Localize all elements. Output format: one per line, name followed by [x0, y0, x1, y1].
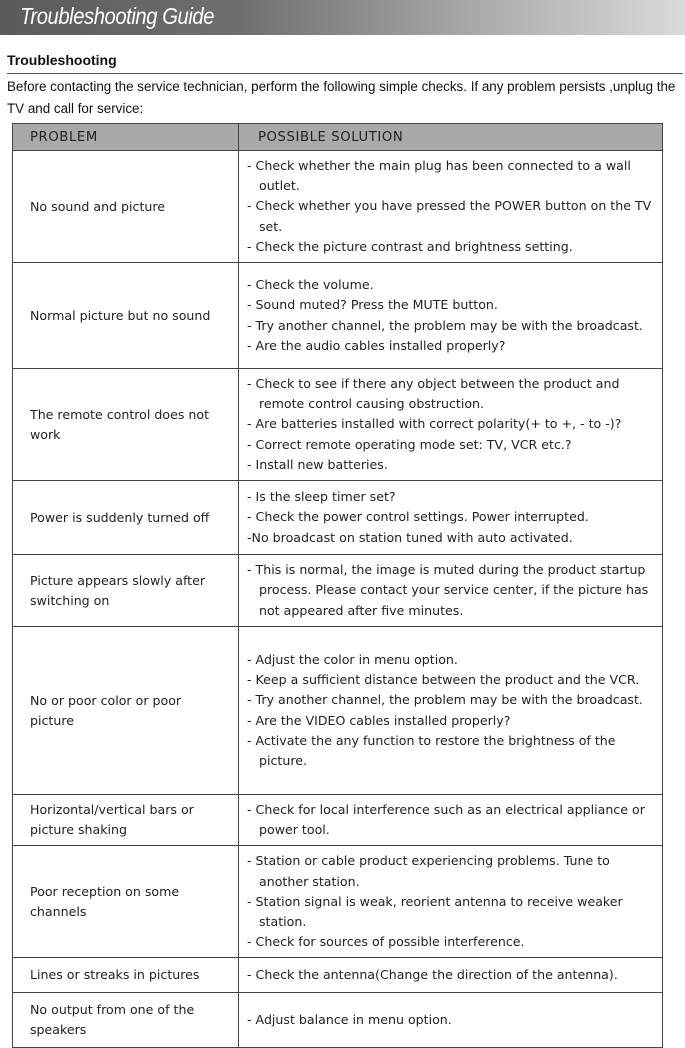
- problem-cell: The remote control does not work: [13, 369, 239, 481]
- table-row: [13, 627, 663, 795]
- solution-item: - Adjust the color in menu option.: [247, 651, 458, 667]
- table-row: [13, 958, 663, 993]
- table-row: [13, 151, 663, 263]
- problem-cell: No or poor color or poor picture: [13, 627, 239, 795]
- problem-cell: Power is suddenly turned off: [13, 481, 239, 555]
- table-row: [13, 993, 663, 1048]
- problem-cell: Poor reception on some channels: [13, 846, 239, 958]
- solution-item: - Is the sleep timer set?: [247, 489, 396, 505]
- solution-item: - Check whether the main plug has been connected to a wall outlet.: [247, 158, 631, 194]
- table-row: [13, 369, 663, 481]
- header-solution: POSSIBLE SOLUTION: [239, 124, 663, 151]
- table-header-row: [13, 124, 663, 151]
- section-divider: [7, 73, 683, 74]
- solution-cell: [239, 958, 663, 993]
- solution-cell: [239, 993, 663, 1048]
- solution-item: - Are the VIDEO cables installed properly?: [247, 712, 511, 728]
- solution-item: - Check the antenna(Change the direction of the antenna).: [247, 967, 618, 983]
- problem-cell: No output from one of the speakers: [13, 993, 239, 1048]
- table-row: [13, 795, 663, 846]
- problem-cell: Horizontal/vertical bars or picture shaking: [13, 795, 239, 846]
- solution-cell: [239, 555, 663, 627]
- solution-item: - Check the volume.: [247, 277, 374, 293]
- solution-cell: [239, 151, 663, 263]
- solution-item: - Try another channel, the problem may be with the broadcast.: [247, 317, 643, 333]
- solution-cell: [239, 627, 663, 795]
- solution-item: - Adjust balance in menu option.: [247, 1012, 452, 1028]
- solution-item: - Check whether you have pressed the POWER button on the TV set.: [247, 198, 652, 234]
- problem-cell: Lines or streaks in pictures: [13, 958, 239, 993]
- problem-cell: Normal picture but no sound: [13, 263, 239, 369]
- table-row: [13, 555, 663, 627]
- troubleshooting-table: [12, 123, 663, 1048]
- solution-item: - Activate the any function to restore the brightness of the picture.: [247, 732, 616, 768]
- table-body: [13, 151, 663, 1048]
- solution-item: - Station or cable product experiencing problems. Tune to another station.: [247, 853, 610, 889]
- solution-cell: [239, 369, 663, 481]
- solution-item: - Keep a sufficient distance between the product and the VCR.: [247, 672, 640, 688]
- solution-item: - Check for sources of possible interference.: [247, 934, 525, 950]
- intro-paragraph: Before contacting the service technician, perform the following simple checks. If any problem persists ,unplug the TV and call for service:: [7, 79, 676, 116]
- header-problem: PROBLEM: [13, 124, 239, 151]
- solution-cell: [239, 263, 663, 369]
- solution-item: -No broadcast on station tuned with auto activated.: [247, 529, 573, 545]
- table-row: [13, 846, 663, 958]
- solution-item: - This is normal, the image is muted during the product startup process. Please contact your service center, if the picture has not appeared after five minutes.: [247, 562, 649, 618]
- solution-item: - Install new batteries.: [247, 456, 388, 472]
- header-banner: [0, 0, 685, 35]
- banner-title: Troubleshooting Guide: [20, 3, 215, 29]
- section-title: Troubleshooting: [7, 52, 117, 68]
- solution-item: - Check to see if there any object between the product and remote control causing obstruction.: [247, 376, 620, 412]
- solution-item: - Correct remote operating mode set: TV, VCR etc.?: [247, 436, 572, 452]
- solution-item: - Are batteries installed with correct polarity(+ to +, - to -)?: [247, 416, 622, 432]
- solution-cell: [239, 846, 663, 958]
- solution-item: - Check for local interference such as an electrical appliance or power tool.: [247, 802, 645, 838]
- problem-cell: No sound and picture: [13, 151, 239, 263]
- solution-cell: [239, 795, 663, 846]
- solution-item: - Try another channel, the problem may be with the broadcast.: [247, 692, 643, 708]
- solution-item: - Sound muted? Press the MUTE button.: [247, 297, 498, 313]
- solution-item: - Check the power control settings. Power interrupted.: [247, 509, 589, 525]
- problem-cell: Picture appears slowly after switching on: [13, 555, 239, 627]
- solution-item: - Check the picture contrast and brightness setting.: [247, 238, 573, 254]
- solution-cell: [239, 481, 663, 555]
- solution-item: - Are the audio cables installed properly?: [247, 337, 506, 353]
- table-row: [13, 263, 663, 369]
- table-row: [13, 481, 663, 555]
- solution-item: - Station signal is weak, reorient antenna to receive weaker station.: [247, 893, 623, 930]
